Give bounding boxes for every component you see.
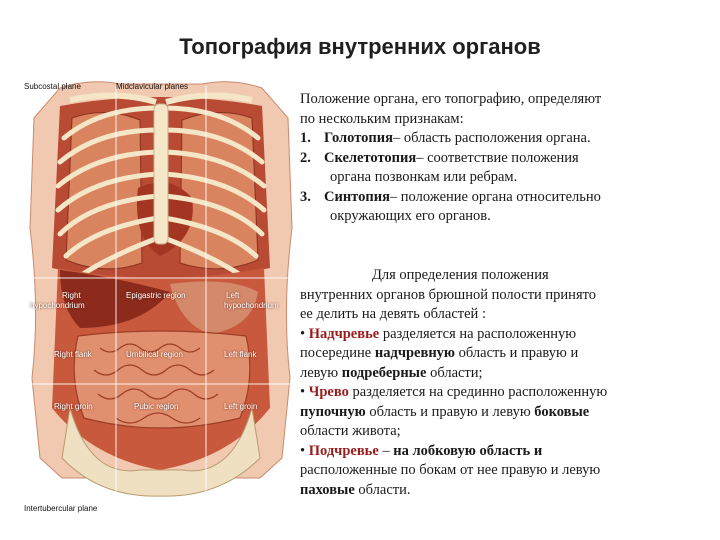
torso-drawing	[20, 78, 302, 522]
label-epigastric-region: Epigastric region	[126, 291, 186, 300]
label-left-hypochondrium-1: Left	[226, 291, 240, 300]
sternum	[154, 104, 168, 244]
regions-line-3: ее делить на девять областей :	[300, 306, 486, 322]
regions-line-2: внутренних органов брюшной полости принято	[300, 286, 597, 303]
anatomy-illustration	[20, 78, 302, 522]
bullet-hypogastrium-line-3: паховые области.	[300, 481, 411, 498]
criterion-3: 3. Синтопия – положение органа относительно	[300, 188, 710, 208]
term-golotopia: Голотопия	[324, 130, 393, 146]
criterion-2-continued: органа позвонкам или ребрам.	[330, 169, 518, 185]
bullet-mesogastrium-line-2: пупочную область и правую и левую боковые	[300, 403, 590, 420]
label-left-hypochondrium-2: hypochondrium	[224, 301, 279, 310]
topography-criteria	[300, 90, 710, 227]
label-right-groin: Right groin	[54, 402, 93, 411]
regions-line-1: Для определения положения	[372, 267, 549, 283]
intro-line-1: Положение органа, его топографию, определяют	[300, 91, 602, 107]
label-pubic-region: Pubic region	[134, 402, 179, 411]
bullet-mesogastrium: • Чрево разделяется на срединно расположенную	[300, 384, 608, 400]
intestines	[74, 331, 250, 428]
label-subcostal-plane: Subcostal plane	[24, 82, 81, 91]
criterion-2: 2. Скелетотопия – соответствие положения	[300, 149, 710, 169]
label-right-hypochondrium-2: hypochondrium	[30, 301, 85, 310]
label-left-flank: Left flank	[224, 350, 257, 359]
label-intertubercular-plane: Intertubercular plane	[24, 504, 98, 513]
label-umbilical-region: Umbilical region	[126, 350, 183, 359]
slide-title: Топография внутренних органов	[179, 34, 541, 59]
bullet-epigastrium-line-3: левую подреберные области;	[300, 364, 483, 381]
term-skeletotopia: Скелетотопия	[324, 149, 417, 166]
label-midclavicular-planes: Midclavicular planes	[116, 82, 189, 91]
label-right-hypochondrium-1: Right	[62, 291, 81, 300]
criterion-1: 1. Голотопия – область расположения органа.	[300, 129, 710, 149]
label-right-flank: Right flank	[54, 350, 92, 359]
bullet-hypogastrium: • Подчревье – на лобковую область и	[300, 442, 543, 459]
criterion-3-continued: окружающих его органов.	[330, 208, 491, 224]
abdominal-regions-text	[300, 266, 710, 500]
bullet-mesogastrium-line-3: области живота;	[300, 423, 401, 439]
bullet-epigastrium-line-2: посередине надчревную область и правую и	[300, 345, 579, 361]
intro-line-2: по нескольким признакам:	[300, 110, 464, 127]
label-left-groin: Left groin	[224, 402, 258, 411]
term-syntopia: Синтопия	[324, 188, 390, 205]
bullet-hypogastrium-line-2: расположенные по бокам от нее правую и левую	[300, 462, 601, 478]
bullet-epigastrium: • Надчревье разделяется на расположенную	[300, 325, 577, 342]
